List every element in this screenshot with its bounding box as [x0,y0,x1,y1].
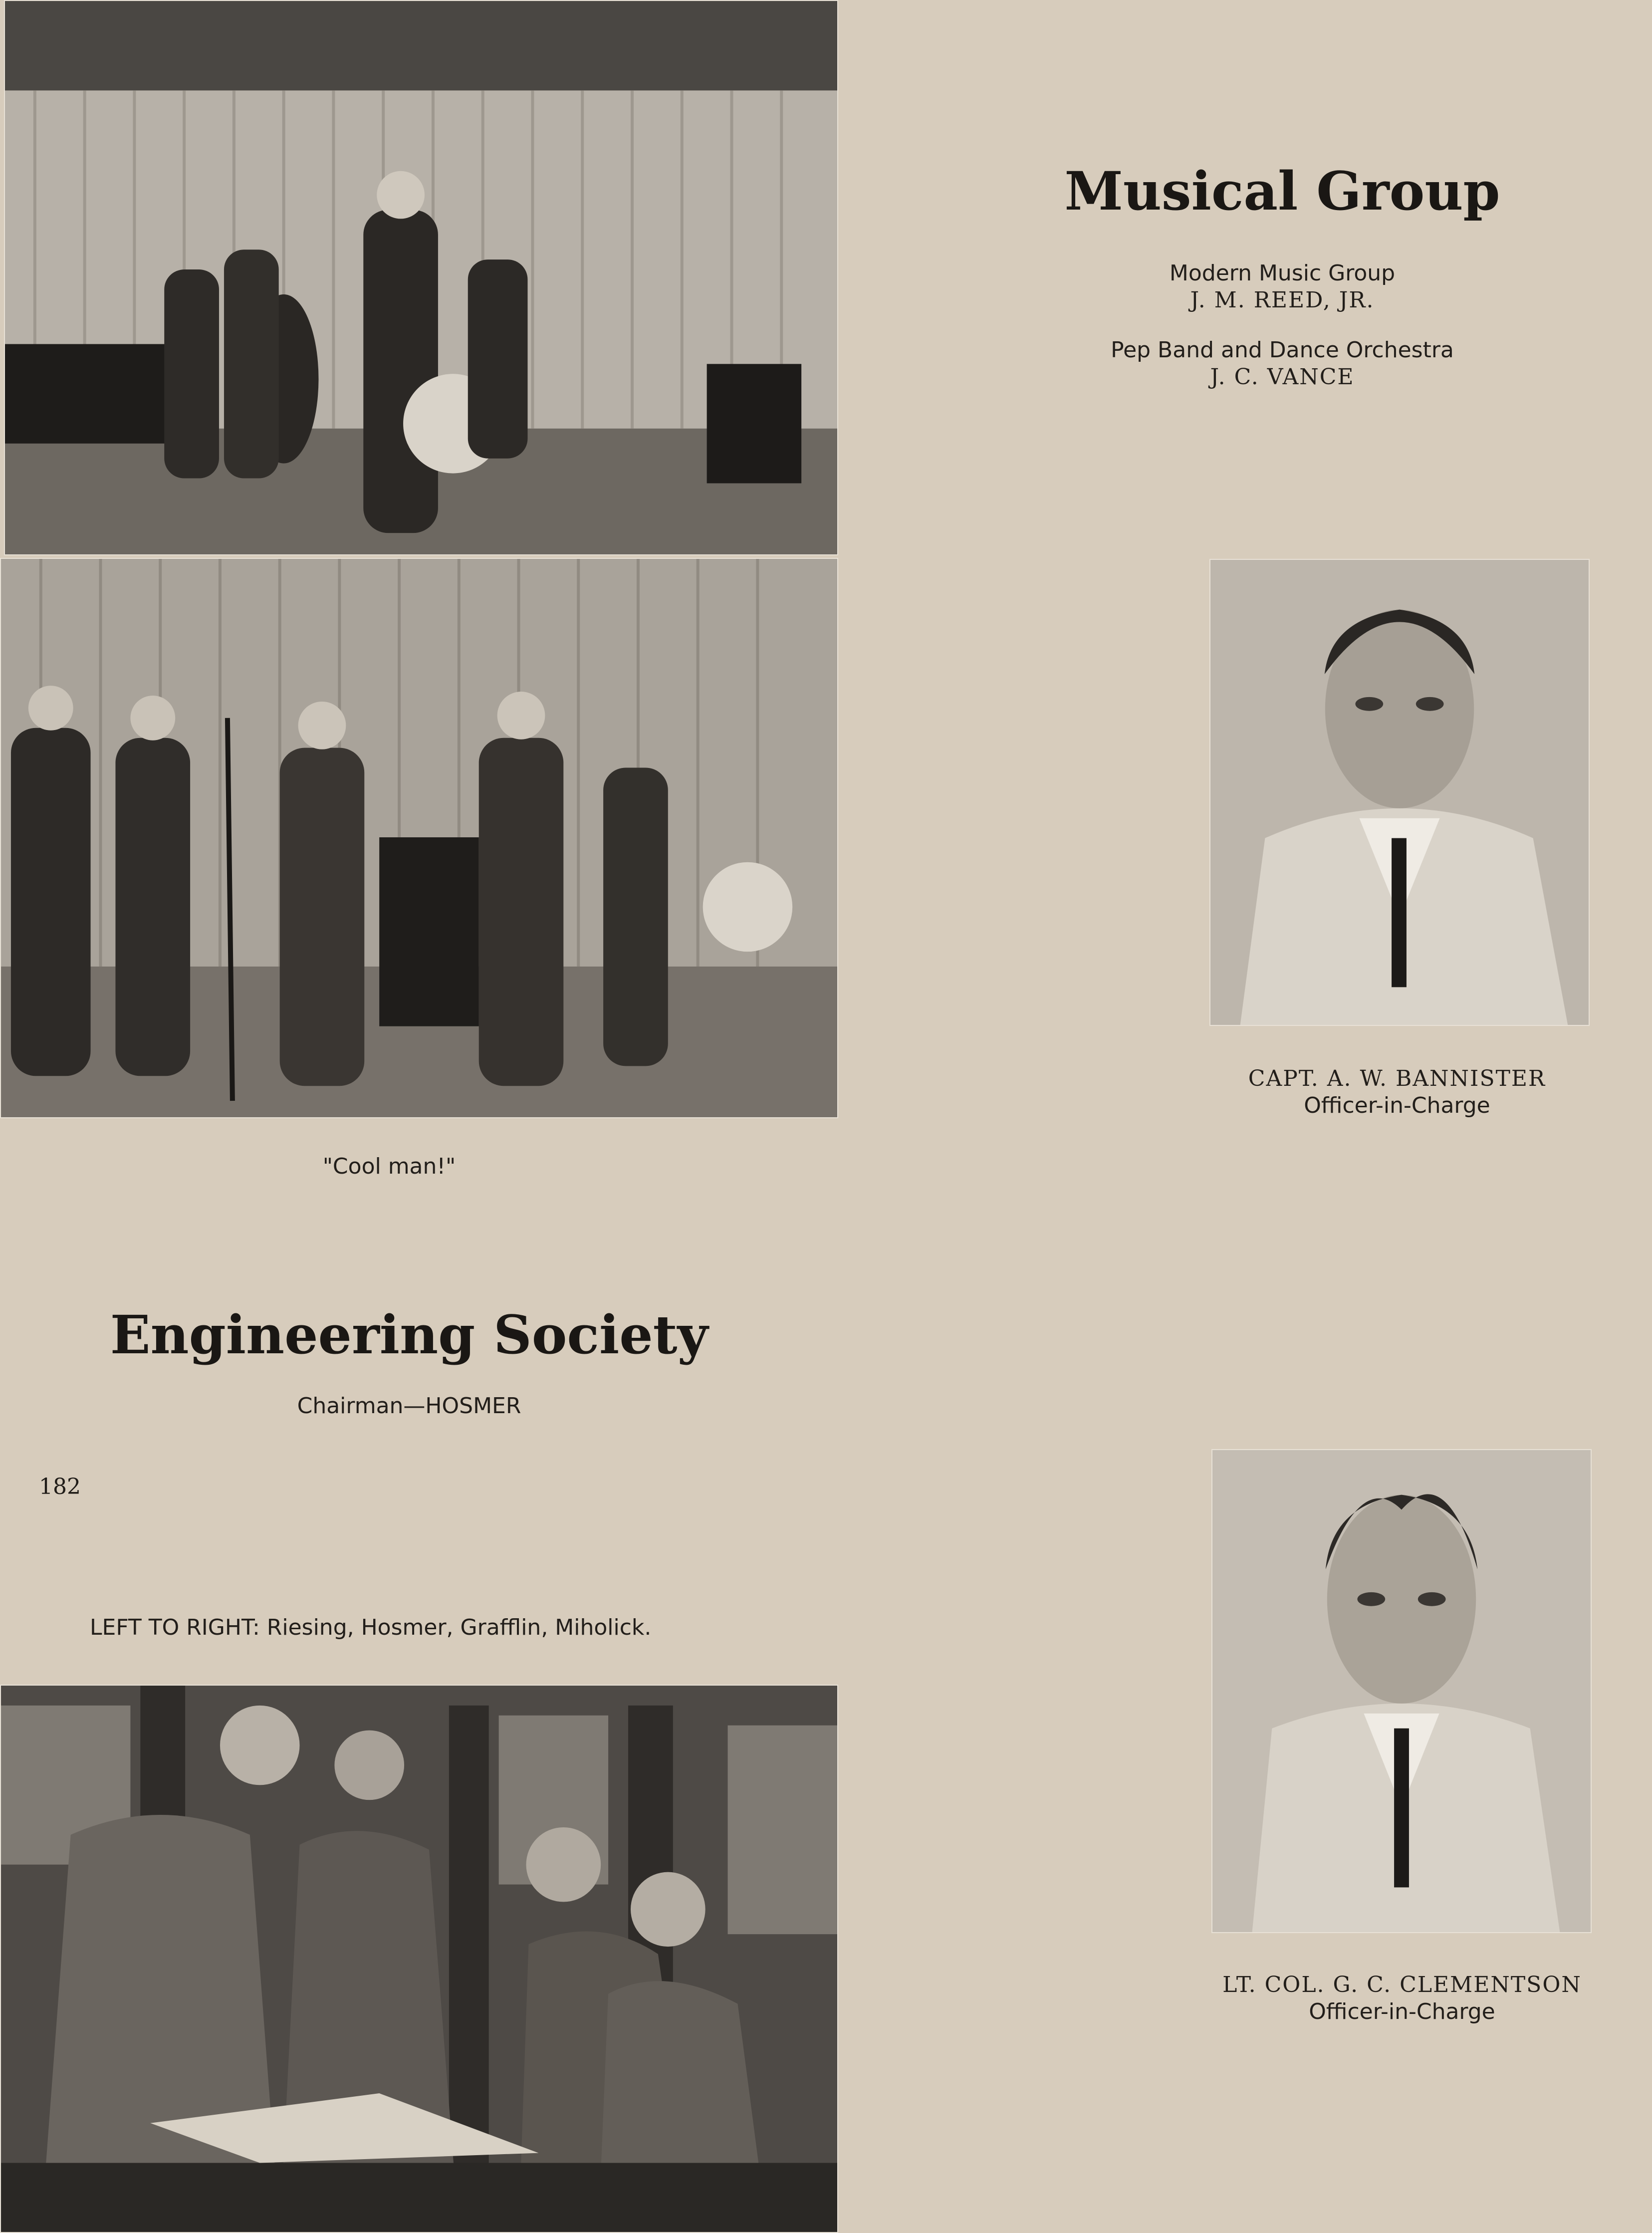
pep-band-leader: J. C. VANCE [1210,364,1355,390]
band-photo-bottom-image [1,559,837,1117]
modern-music-group-label: Modern Music Group [1169,260,1396,286]
musical-group-title: Musical Group [1064,160,1500,222]
band-photo-top-image [5,1,837,554]
portrait-clementson-image [1212,1450,1591,1932]
officer-bannister-name: CAPT. A. W. BANNISTER [1248,1066,1546,1091]
modern-music-group-leader: J. M. REED, JR. [1190,287,1375,313]
officer-portrait-bannister [1209,559,1590,1026]
engineering-society-photo [0,1685,838,2233]
officer-bannister-role: Officer-in-Charge [1304,1093,1490,1118]
band-photo-top [4,0,838,555]
engineering-photo-image [1,1686,837,2232]
page-number: 182 [39,1474,81,1499]
engineering-chairman: Chairman—HOSMER [297,1393,521,1419]
engineering-society-title: Engineering Society [110,1303,708,1366]
officer-clementson-name: LT. COL. G. C. CLEMENTSON [1222,1972,1582,1997]
band-photo-bottom [0,558,838,1118]
officer-clementson-role: Officer-in-Charge [1309,1999,1495,2024]
officer-portrait-clementson [1211,1449,1592,1933]
band-photo-caption: "Cool man!" [322,1154,456,1179]
pep-band-label: Pep Band and Dance Orchestra [1111,337,1454,363]
portrait-bannister-image [1210,560,1589,1025]
engineering-photo-caption: LEFT TO RIGHT: Riesing, Hosmer, Grafflin, Miholick. [90,1615,652,1640]
